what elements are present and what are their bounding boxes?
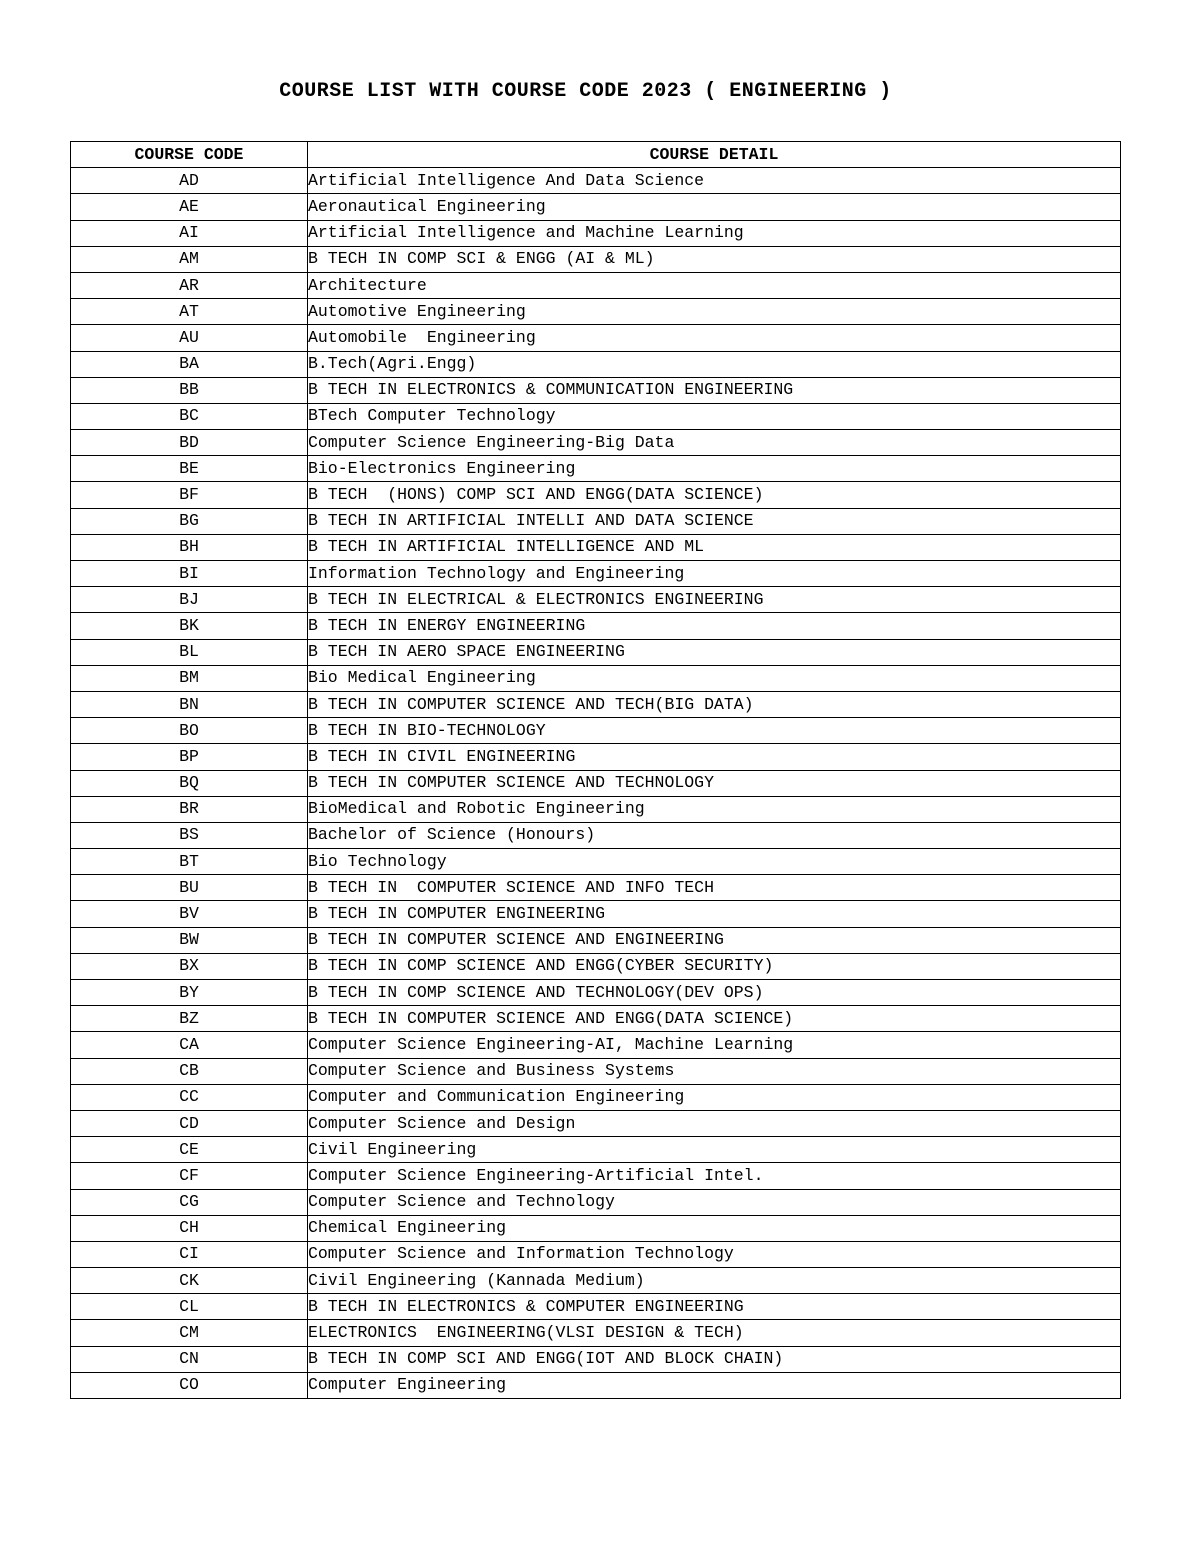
course-detail-cell: Civil Engineering: [308, 1137, 1121, 1163]
course-code-cell: CE: [71, 1137, 308, 1163]
table-row: [71, 325, 1121, 351]
course-detail-cell: B TECH IN COMPUTER SCIENCE AND ENGINEERING: [308, 927, 1121, 953]
course-code-cell: BJ: [71, 587, 308, 613]
table-row: [71, 691, 1121, 717]
table-row: [71, 770, 1121, 796]
course-code-cell: BW: [71, 927, 308, 953]
table-body: [71, 168, 1121, 1399]
course-detail-cell: B TECH IN ELECTRONICS & COMMUNICATION ENGINEERING: [308, 377, 1121, 403]
course-detail-cell: Computer and Communication Engineering: [308, 1084, 1121, 1110]
course-detail-cell: B TECH IN ARTIFICIAL INTELLIGENCE AND ML: [308, 534, 1121, 560]
course-code-cell: CG: [71, 1189, 308, 1215]
table-row: [71, 561, 1121, 587]
course-code-cell: AM: [71, 246, 308, 272]
course-detail-cell: B TECH IN COMPUTER ENGINEERING: [308, 901, 1121, 927]
course-code-cell: BM: [71, 665, 308, 691]
course-code-cell: CK: [71, 1268, 308, 1294]
course-code-cell: CD: [71, 1110, 308, 1136]
table-row: [71, 744, 1121, 770]
course-code-cell: BR: [71, 796, 308, 822]
course-code-cell: BO: [71, 718, 308, 744]
course-code-cell: AT: [71, 299, 308, 325]
table-header-row: [71, 142, 1121, 168]
table-row: [71, 718, 1121, 744]
course-table: [70, 141, 1121, 1399]
table-row: [71, 849, 1121, 875]
course-detail-cell: B TECH IN ELECTRONICS & COMPUTER ENGINEERING: [308, 1294, 1121, 1320]
course-code-cell: CH: [71, 1215, 308, 1241]
course-detail-cell: B TECH IN AERO SPACE ENGINEERING: [308, 639, 1121, 665]
course-detail-cell: Automotive Engineering: [308, 299, 1121, 325]
course-detail-cell: Bio Technology: [308, 849, 1121, 875]
course-detail-cell: ELECTRONICS ENGINEERING(VLSI DESIGN & TECH): [308, 1320, 1121, 1346]
header-course-detail: COURSE DETAIL: [308, 142, 1121, 168]
course-detail-cell: B TECH IN COMPUTER SCIENCE AND ENGG(DATA SCIENCE): [308, 1006, 1121, 1032]
course-code-cell: CM: [71, 1320, 308, 1346]
table-row: [71, 220, 1121, 246]
table-row: [71, 901, 1121, 927]
course-detail-cell: B TECH IN ENERGY ENGINEERING: [308, 613, 1121, 639]
table-row: [71, 1163, 1121, 1189]
course-code-cell: BZ: [71, 1006, 308, 1032]
course-code-cell: BB: [71, 377, 308, 403]
course-code-cell: BD: [71, 430, 308, 456]
course-detail-cell: Computer Science Engineering-Big Data: [308, 430, 1121, 456]
course-detail-cell: Computer Science Engineering-Artificial Intel.: [308, 1163, 1121, 1189]
table-row: [71, 246, 1121, 272]
course-code-cell: CN: [71, 1346, 308, 1372]
table-row: [71, 980, 1121, 1006]
table-row: [71, 1215, 1121, 1241]
course-detail-cell: BTech Computer Technology: [308, 403, 1121, 429]
course-detail-cell: B TECH IN ELECTRICAL & ELECTRONICS ENGINEERING: [308, 587, 1121, 613]
course-code-cell: CA: [71, 1032, 308, 1058]
table-row: [71, 639, 1121, 665]
course-code-cell: CO: [71, 1372, 308, 1398]
course-code-cell: AR: [71, 272, 308, 298]
course-code-cell: BX: [71, 953, 308, 979]
course-detail-cell: B TECH IN COMPUTER SCIENCE AND TECHNOLOGY: [308, 770, 1121, 796]
table-row: [71, 456, 1121, 482]
course-detail-cell: Computer Engineering: [308, 1372, 1121, 1398]
course-detail-cell: B TECH IN COMPUTER SCIENCE AND INFO TECH: [308, 875, 1121, 901]
course-code-cell: BN: [71, 691, 308, 717]
course-code-cell: AD: [71, 168, 308, 194]
table-row: [71, 927, 1121, 953]
table-row: [71, 1189, 1121, 1215]
table-row: [71, 822, 1121, 848]
course-code-cell: BP: [71, 744, 308, 770]
course-detail-cell: Computer Science and Information Technology: [308, 1241, 1121, 1267]
course-detail-cell: B TECH IN ARTIFICIAL INTELLI AND DATA SCIENCE: [308, 508, 1121, 534]
table-row: [71, 1346, 1121, 1372]
course-detail-cell: B TECH IN CIVIL ENGINEERING: [308, 744, 1121, 770]
course-detail-cell: Information Technology and Engineering: [308, 561, 1121, 587]
course-code-cell: BG: [71, 508, 308, 534]
course-detail-cell: B TECH IN COMP SCIENCE AND TECHNOLOGY(DEV OPS): [308, 980, 1121, 1006]
course-code-cell: BT: [71, 849, 308, 875]
course-code-cell: AE: [71, 194, 308, 220]
course-code-cell: BK: [71, 613, 308, 639]
table-row: [71, 377, 1121, 403]
course-detail-cell: Chemical Engineering: [308, 1215, 1121, 1241]
course-detail-cell: B TECH IN BIO-TECHNOLOGY: [308, 718, 1121, 744]
table-row: [71, 665, 1121, 691]
table-row: [71, 272, 1121, 298]
table-row: [71, 508, 1121, 534]
course-detail-cell: B TECH IN COMP SCI AND ENGG(IOT AND BLOCK CHAIN): [308, 1346, 1121, 1372]
table-row: [71, 953, 1121, 979]
table-row: [71, 1032, 1121, 1058]
course-code-cell: BF: [71, 482, 308, 508]
table-row: [71, 1372, 1121, 1398]
course-detail-cell: Bio-Electronics Engineering: [308, 456, 1121, 482]
course-code-cell: CL: [71, 1294, 308, 1320]
header-course-code: COURSE CODE: [71, 142, 308, 168]
table-row: [71, 168, 1121, 194]
table-row: [71, 403, 1121, 429]
course-detail-cell: Computer Science and Design: [308, 1110, 1121, 1136]
course-detail-cell: B TECH IN COMP SCI & ENGG (AI & ML): [308, 246, 1121, 272]
table-row: [71, 534, 1121, 560]
course-detail-cell: Computer Science and Business Systems: [308, 1058, 1121, 1084]
table-row: [71, 1137, 1121, 1163]
course-detail-cell: Architecture: [308, 272, 1121, 298]
table-row: [71, 1110, 1121, 1136]
table-row: [71, 430, 1121, 456]
course-detail-cell: Aeronautical Engineering: [308, 194, 1121, 220]
course-code-cell: BS: [71, 822, 308, 848]
table-row: [71, 875, 1121, 901]
course-code-cell: BY: [71, 980, 308, 1006]
course-code-cell: CI: [71, 1241, 308, 1267]
course-code-cell: BL: [71, 639, 308, 665]
table-row: [71, 1084, 1121, 1110]
course-detail-cell: B TECH (HONS) COMP SCI AND ENGG(DATA SCIENCE): [308, 482, 1121, 508]
table-row: [71, 351, 1121, 377]
table-row: [71, 482, 1121, 508]
course-code-cell: BC: [71, 403, 308, 429]
course-detail-cell: Bio Medical Engineering: [308, 665, 1121, 691]
course-code-cell: BA: [71, 351, 308, 377]
course-code-cell: CC: [71, 1084, 308, 1110]
table-row: [71, 1320, 1121, 1346]
course-code-cell: CF: [71, 1163, 308, 1189]
course-code-cell: CB: [71, 1058, 308, 1084]
course-detail-cell: Computer Science and Technology: [308, 1189, 1121, 1215]
document-title: COURSE LIST WITH COURSE CODE 2023 ( ENGINEERING ): [279, 80, 892, 103]
course-code-cell: BI: [71, 561, 308, 587]
course-code-cell: BV: [71, 901, 308, 927]
table-row: [71, 1006, 1121, 1032]
table-row: [71, 613, 1121, 639]
course-detail-cell: B TECH IN COMP SCIENCE AND ENGG(CYBER SECURITY): [308, 953, 1121, 979]
course-code-cell: AU: [71, 325, 308, 351]
table-row: [71, 194, 1121, 220]
course-detail-cell: Artificial Intelligence And Data Science: [308, 168, 1121, 194]
course-code-cell: BH: [71, 534, 308, 560]
course-code-cell: BE: [71, 456, 308, 482]
course-detail-cell: Automobile Engineering: [308, 325, 1121, 351]
course-code-cell: BQ: [71, 770, 308, 796]
course-detail-cell: Computer Science Engineering-AI, Machine Learning: [308, 1032, 1121, 1058]
table-row: [71, 796, 1121, 822]
course-detail-cell: B TECH IN COMPUTER SCIENCE AND TECH(BIG DATA): [308, 691, 1121, 717]
course-detail-cell: BioMedical and Robotic Engineering: [308, 796, 1121, 822]
course-code-cell: BU: [71, 875, 308, 901]
table-row: [71, 587, 1121, 613]
table-row: [71, 1058, 1121, 1084]
course-detail-cell: Artificial Intelligence and Machine Learning: [308, 220, 1121, 246]
course-code-cell: AI: [71, 220, 308, 246]
course-detail-cell: B.Tech(Agri.Engg): [308, 351, 1121, 377]
table-row: [71, 299, 1121, 325]
table-row: [71, 1241, 1121, 1267]
table-row: [71, 1294, 1121, 1320]
course-detail-cell: Bachelor of Science (Honours): [308, 822, 1121, 848]
table-row: [71, 1268, 1121, 1294]
course-detail-cell: Civil Engineering (Kannada Medium): [308, 1268, 1121, 1294]
